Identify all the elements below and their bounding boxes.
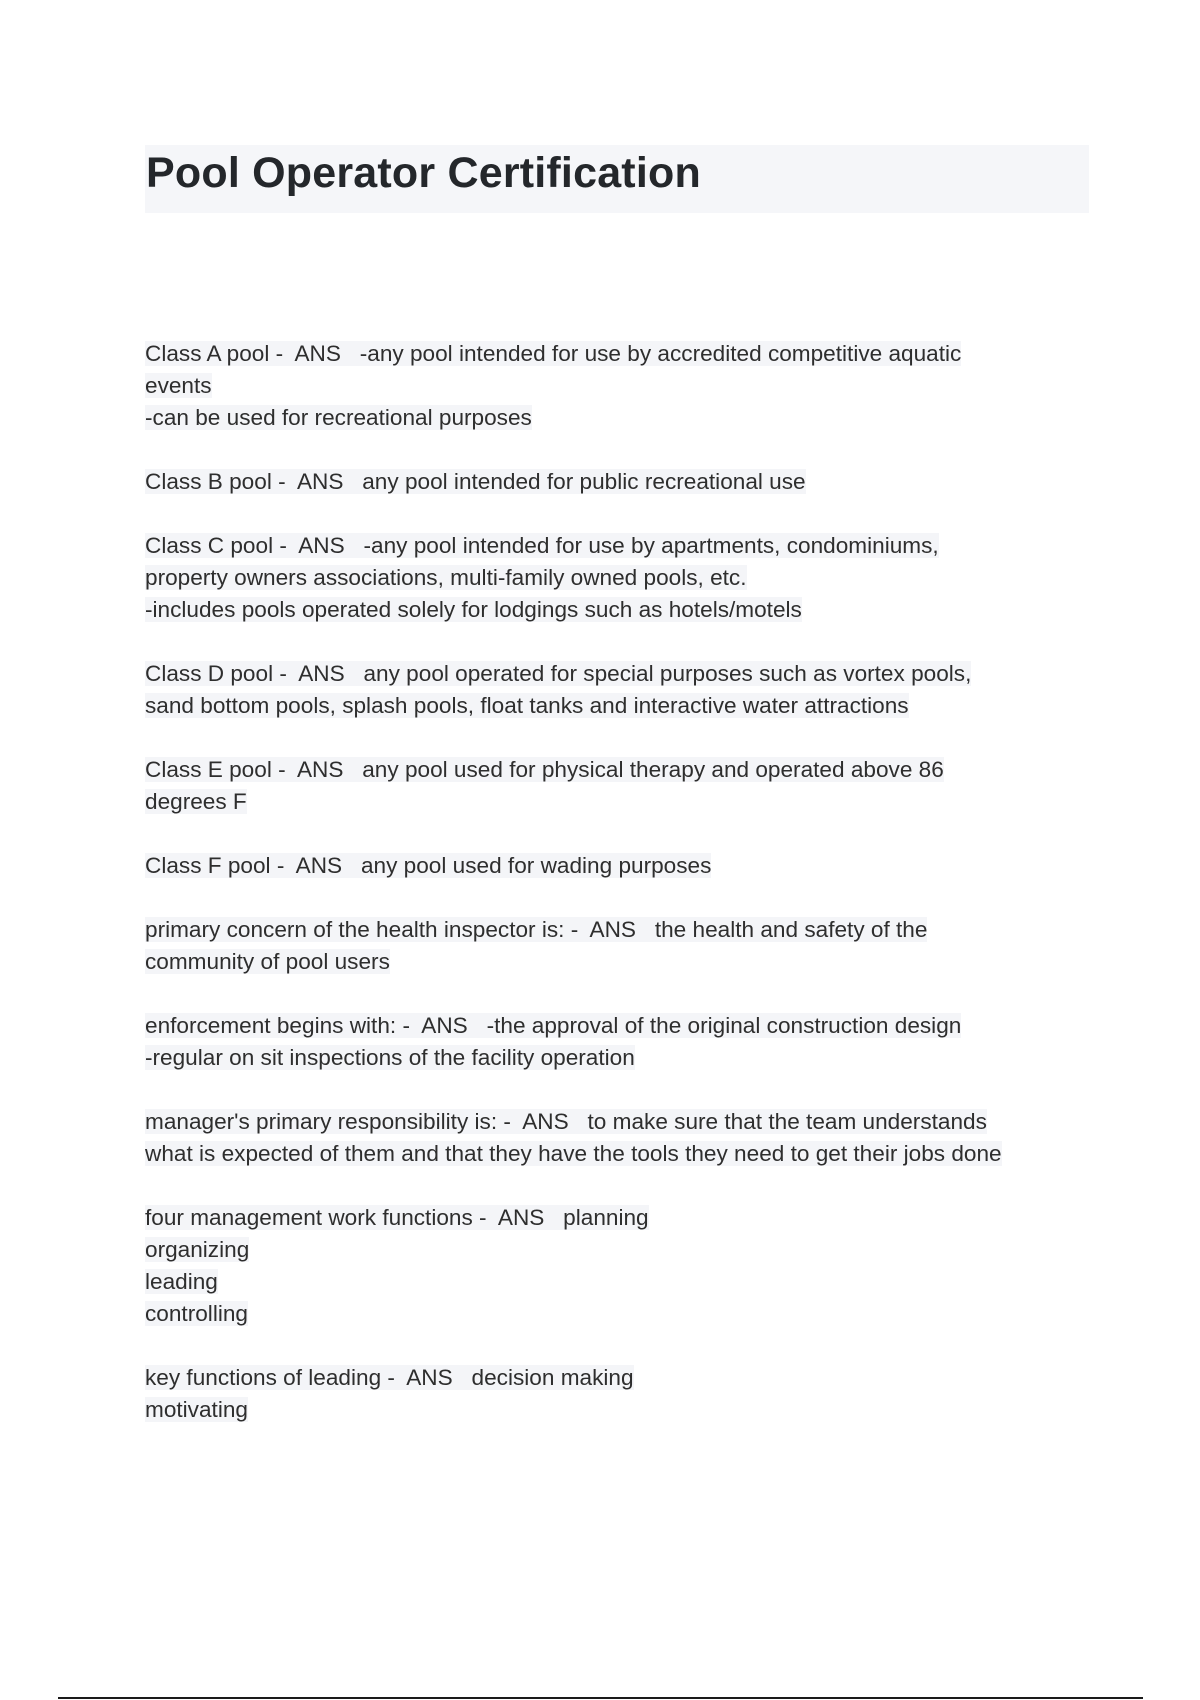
qa-entry-class-b [145,466,1085,498]
qa-line: Class E pool - ANS any pool used for physical therapy and operated above 86 [145,757,944,782]
page-title: Pool Operator Certification [146,149,701,197]
qa-line: Class A pool - ANS -any pool intended for use by accredited competitive aquatic [145,341,962,366]
qa-entry-leading-functions [145,1362,1085,1426]
qa-line: events [145,373,212,398]
qa-line: -can be used for recreational purposes [145,405,532,430]
qa-line: Class F pool - ANS any pool used for wading purposes [145,853,712,878]
qa-entry-manager-responsibility [145,1106,1085,1170]
qa-line: Class D pool - ANS any pool operated for special purposes such as vortex pools, [145,661,972,686]
qa-line: Class C pool - ANS -any pool intended for use by apartments, condominiums, [145,533,939,558]
qa-line: motivating [145,1397,248,1422]
qa-line: -includes pools operated solely for lodgings such as hotels/motels [145,597,802,622]
qa-entry-class-f [145,850,1085,882]
qa-line: primary concern of the health inspector is: - ANS the health and safety of the [145,917,928,942]
qa-line: -regular on sit inspections of the facility operation [145,1045,635,1070]
qa-entry-class-e [145,754,1085,818]
qa-line: community of pool users [145,949,390,974]
qa-entry-management-functions [145,1202,1085,1330]
qa-entry-enforcement [145,1010,1085,1074]
qa-entry-class-a [145,338,1085,434]
qa-line: enforcement begins with: - ANS -the approval of the original construction design [145,1013,962,1038]
qa-line: Class B pool - ANS any pool intended for public recreational use [145,469,806,494]
qa-line: what is expected of them and that they have the tools they need to get their jobs done [145,1141,1002,1166]
qa-list [145,338,1085,1458]
qa-line: manager's primary responsibility is: - ANS to make sure that the team understands [145,1109,987,1134]
qa-line: organizing [145,1237,250,1262]
qa-entry-health-inspector [145,914,1085,978]
qa-entry-class-d [145,658,1085,722]
qa-line: property owners associations, multi-family owned pools, etc. [145,565,747,590]
qa-line: controlling [145,1301,248,1326]
qa-line: leading [145,1269,218,1294]
qa-line: key functions of leading - ANS decision making [145,1365,634,1390]
qa-entry-class-c [145,530,1085,626]
footer-divider [58,1697,1143,1699]
qa-line: four management work functions - ANS planning [145,1205,649,1230]
qa-line: sand bottom pools, splash pools, float tanks and interactive water attractions [145,693,909,718]
qa-line: degrees F [145,789,247,814]
